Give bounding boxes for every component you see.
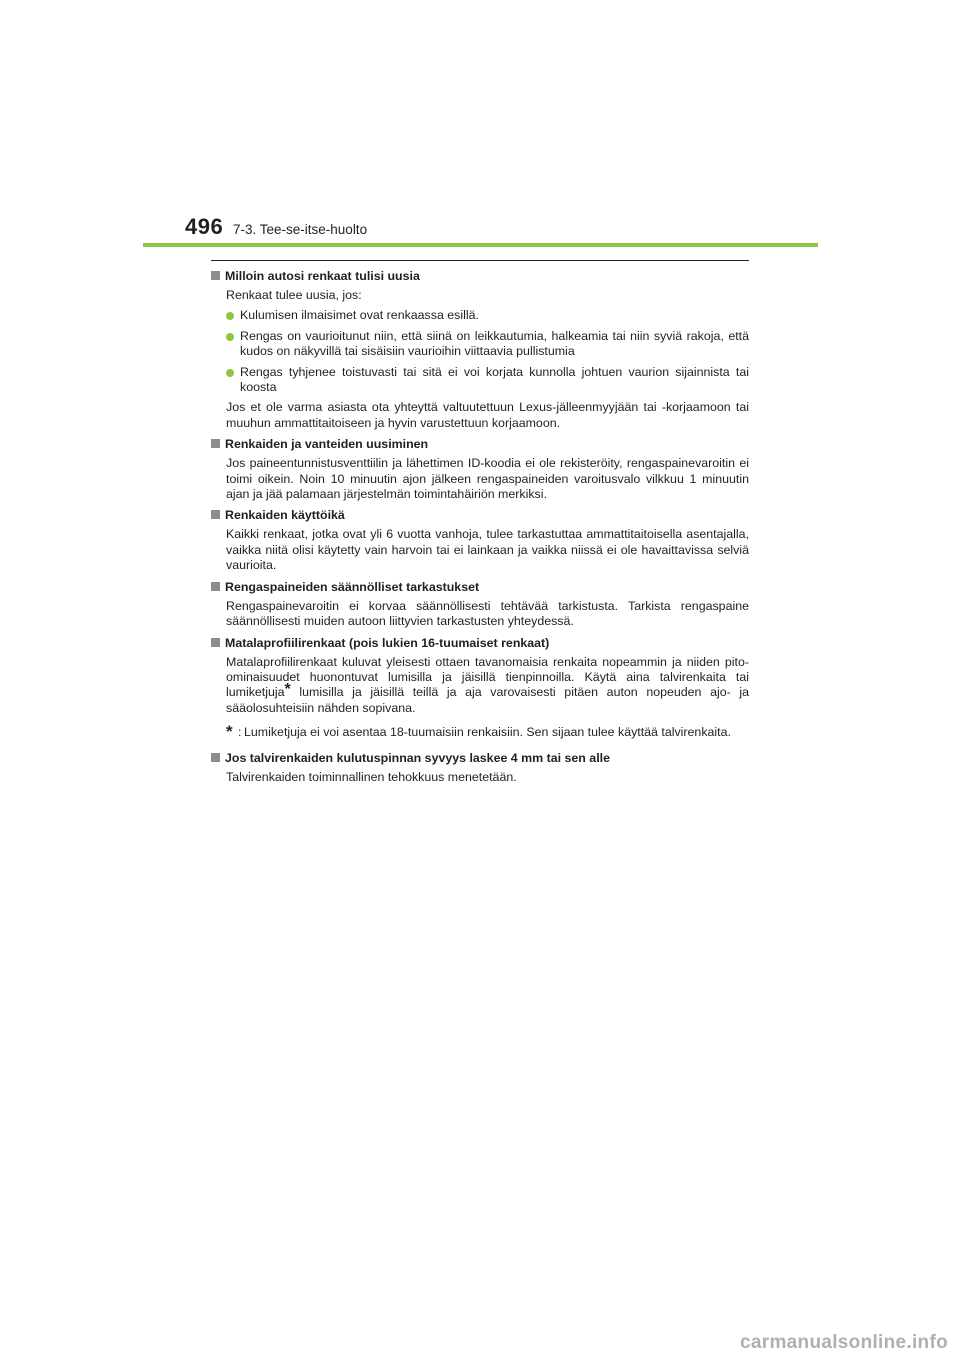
footnote: [211, 722, 749, 742]
square-bullet-icon: [211, 271, 220, 280]
square-bullet-icon: [211, 753, 220, 762]
paragraph-text: Matalaprofiilirenkaat kuluvat yleisesti ottaen tavanomaisia renkaita nopeammin ja niiden pito-ominaisuudet huonontuvat lumisilla ja jäisillä tienpinnoilla. Käytä aina talvirenkaita tai lumiketjuja: [226, 654, 749, 700]
list-item: [211, 308, 749, 323]
chapter-title: 7-3. Tee-se-itse-huolto: [233, 222, 368, 237]
section-heading: [211, 579, 749, 595]
heading-text: Rengaspaineiden säännölliset tarkastukset: [225, 579, 480, 594]
paragraph: [211, 655, 749, 717]
paragraph: Renkaat tulee uusia, jos:: [226, 288, 362, 302]
section-tire-wheel-replacement: [211, 436, 749, 502]
square-bullet-icon: [211, 439, 220, 448]
section-tire-age: [211, 507, 749, 573]
paragraph: Jos et ole varma asiasta ota yhteyttä valtuutettuun Lexus-jälleenmyyjään tai -korjaamoon tai muuhun ammattitaitoiseen ja hyvin varustettuun korjaamoon.: [226, 400, 749, 430]
section-heading: [211, 268, 749, 284]
paragraph: Rengaspainevaroitin ei korvaa säännöllisesti tehtävää tarkistusta. Tarkista rengaspaine säännöllisesti muiden autoon liittyvien tarkastusten yhteydessä.: [226, 598, 749, 629]
section-heading: [211, 507, 749, 523]
footnote-text: Lumiketjuja ei voi asentaa 18-tuumaisiin renkaisiin. Sen sijaan tulee käyttää talvirenkaita.: [244, 725, 731, 740]
list-item-text: Kulumisen ilmaisimet ovat renkaassa esillä.: [240, 308, 479, 323]
paragraph: Talvirenkaiden toiminnallinen tehokkuus menetetään.: [226, 770, 517, 785]
section-tire-replacement-when: [211, 268, 749, 431]
section-heading: [211, 635, 749, 651]
list-item-text: Rengas on vaurioitunut niin, että siinä on leikkautumia, halkeamia tai niin syviä rakoja, että kudos on näkyvillä tai sisäisiin vaurioihin viittaavia pullistumia: [240, 328, 749, 359]
header-thin-rule: [211, 260, 749, 261]
heading-text: Renkaiden ja vanteiden uusiminen: [225, 437, 429, 452]
list-item: [211, 329, 749, 360]
square-bullet-icon: [211, 638, 220, 647]
watermark: carmanualsonline.info: [740, 1332, 948, 1353]
list-item-text: Rengas tyhjenee toistuvasti tai sitä ei voi korjata kunnolla johtuen vaurion sijainnista tai koosta: [240, 364, 749, 395]
section-heading: [211, 750, 749, 766]
heading-text: Renkaiden käyttöikä: [225, 508, 345, 523]
paragraph: Jos paineentunnistusventtiilin ja lähettimen ID-koodia ei ole rekisteröity, rengaspainevaroitin ei toimi oikein. Noin 10 minuutin ajon jälkeen rengaspaineiden varoitusvalo vilkkuu 1 minuutin ajan ja jää palamaan järjestelmän toimintahäiriön merkiksi.: [226, 456, 749, 502]
footnote-marker: *: [226, 722, 233, 742]
heading-text: Matalaprofiilirenkaat (pois lukien 16-tuumaiset renkaat): [225, 635, 550, 650]
header-green-rule: [143, 243, 818, 247]
heading-text: Jos talvirenkaiden kulutuspinnan syvyys laskee 4 mm tai sen alle: [225, 751, 610, 766]
green-dot-bullet-icon: [226, 369, 234, 377]
footnote-colon: :: [238, 725, 242, 740]
heading-text: Milloin autosi renkaat tulisi uusia: [225, 269, 420, 283]
green-dot-bullet-icon: [226, 333, 234, 341]
section-winter-tread-depth: [211, 750, 749, 785]
asterisk-marker: *: [284, 681, 291, 699]
section-heading: [211, 436, 749, 452]
square-bullet-icon: [211, 582, 220, 591]
section-low-profile-tires: [211, 635, 749, 743]
green-dot-bullet-icon: [226, 312, 234, 320]
section-pressure-checks: [211, 579, 749, 630]
paragraph: Kaikki renkaat, jotka ovat yli 6 vuotta vanhoja, tulee tarkastuttaa ammattitaitoisella asentajalla, vaikka niitä olisi käytetty vain harvoin tai ei lainkaan ja vaikka niissä ei ole havaittavissa selviä vaurioita.: [226, 527, 749, 573]
square-bullet-icon: [211, 510, 220, 519]
paragraph-text: lumisilla ja jäisillä teillä ja aja varovaisesti pitäen auton nopeuden ajo- ja sääolosuhteisiin nähden sopivana.: [226, 685, 749, 715]
page-number: 496: [185, 214, 224, 239]
page-content: [211, 268, 749, 791]
list-item: [211, 365, 749, 396]
